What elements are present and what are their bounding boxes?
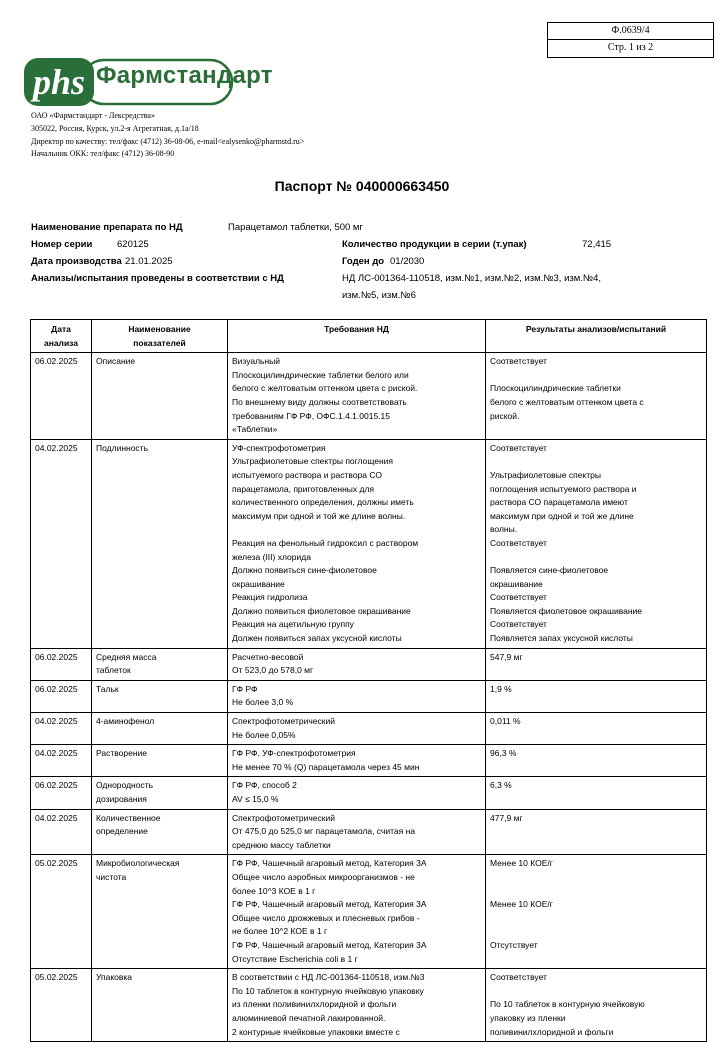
cell-requirements-line: Не менее 70 % (Q) парацетамола через 45 мин <box>232 761 420 772</box>
cell-date-text: 04.02.2025 <box>35 442 78 453</box>
cell-results-line: Появляется фиолетовое окрашивание <box>490 605 643 616</box>
cell-date <box>31 809 92 855</box>
cell-results-line: белого с желтоватым оттенком цвета с <box>490 396 644 407</box>
cell-date <box>31 969 92 1042</box>
table-row <box>31 777 707 809</box>
cell-results-line: 547,9 мг <box>490 651 523 662</box>
cell-requirements-line: По 10 таблеток в контурную ячейковую упаковку <box>232 985 424 996</box>
cell-results-line: 6,3 % <box>490 780 512 791</box>
quantity-value: 72,415 <box>582 239 612 250</box>
cell-requirements <box>228 439 486 648</box>
cell-requirements <box>228 745 486 777</box>
cell-indicator-line: Количественное <box>96 812 161 823</box>
cell-results-line <box>490 885 702 899</box>
cell-requirements-line: испытуемого раствора и раствора СО <box>232 469 382 480</box>
cell-date <box>31 745 92 777</box>
cell-date-text: 06.02.2025 <box>35 651 78 662</box>
cell-requirements-line: алюминиевой печатной лакированной. <box>232 1012 386 1023</box>
cell-results-line: 0,011 % <box>490 716 521 727</box>
cell-indicator <box>92 745 228 777</box>
cell-indicator-line: дозирования <box>96 794 147 804</box>
cell-date-text: 04.02.2025 <box>35 812 78 823</box>
cell-requirements-line: белого с желтоватым оттенком цвета с риской. <box>232 383 418 394</box>
cell-requirements <box>228 809 486 855</box>
cell-results-line: Соответствует <box>490 972 547 983</box>
cell-requirements-line: Плоскоцилиндрические таблетки белого или <box>232 369 409 380</box>
cell-results-line: поглощения испытуемого раствора и <box>490 483 637 494</box>
cell-indicator <box>92 648 228 680</box>
cell-requirements-line: железа (III) хлорида <box>232 551 311 562</box>
cell-requirements-line: не более 10^2 КОЕ в 1 г <box>232 926 328 937</box>
logo-name: Фармстандарт <box>96 62 273 89</box>
cell-requirements-line: Отсутствие Escherichia coli в 1 г <box>232 953 358 964</box>
cell-requirements-line: Визуальный <box>232 356 281 367</box>
cell-requirements-line: УФ-спектрофотометрия <box>232 442 326 453</box>
cell-indicator <box>92 353 228 440</box>
cell-requirements-line: Должно появиться сине-фиолетовое <box>232 565 377 576</box>
cell-date-text: 06.02.2025 <box>35 356 78 367</box>
cell-results-line <box>490 925 702 939</box>
cell-date <box>31 648 92 680</box>
cell-indicator <box>92 680 228 712</box>
cell-date <box>31 713 92 745</box>
cell-results-line: Соответствует <box>490 537 547 548</box>
cell-date-text: 05.02.2025 <box>35 858 78 869</box>
cell-date <box>31 680 92 712</box>
cell-requirements-line: окрашивание <box>232 578 285 589</box>
cell-requirements-line: Не более 0,05% <box>232 729 296 740</box>
cell-requirements-line: ГФ РФ, УФ-спектрофотометрия <box>232 748 356 759</box>
table-row <box>31 648 707 680</box>
cell-requirements-line: Реакция на ацетильную группу <box>232 619 354 630</box>
cell-indicator-line: определение <box>96 826 148 837</box>
cell-results-line <box>490 551 702 565</box>
page-title: Паспорт № 040000663450 <box>274 178 450 194</box>
nd-line-1: НД ЛС-001364-110518, изм.№1, изм.№2, изм.№3, изм.№4, <box>342 273 602 284</box>
cell-indicator-line: Тальк <box>96 683 119 694</box>
cell-indicator <box>92 777 228 809</box>
cell-indicator-line: таблеток <box>96 665 131 676</box>
cell-date-text: 06.02.2025 <box>35 683 78 694</box>
cell-results <box>486 439 707 648</box>
cell-date-text: 04.02.2025 <box>35 716 78 727</box>
cell-requirements-line: среднюю массу таблетки <box>232 839 331 850</box>
cell-requirements-line: 2 контурные ячейковые упаковки вместе с <box>232 1026 400 1037</box>
cell-requirements-line: Не более 3,0 % <box>232 697 294 708</box>
cell-results-line: Отсутствует <box>490 939 538 950</box>
drug-label: Наименование препарата по НД <box>31 222 183 233</box>
tests-label: Анализы/испытания проведены в соответствии с НД <box>31 273 284 284</box>
cell-results-line: Плоскоцилиндрические таблетки <box>490 383 621 394</box>
production-date-label: Дата производства <box>31 256 122 267</box>
series-label: Номер серии <box>31 239 93 250</box>
cell-results-line: Соответствует <box>490 592 547 603</box>
cell-results-line <box>490 985 702 999</box>
cell-results-line: Менее 10 КОЕ/г <box>490 858 553 869</box>
cell-requirements-line: Должен появиться запах уксусной кислоты <box>232 633 402 644</box>
header-requirements: Требования НД <box>228 320 486 353</box>
cell-date <box>31 855 92 969</box>
cell-requirements-line: Ультрафиолетовые спектры поглощения <box>232 456 394 467</box>
cell-requirements-line: ГФ РФ, Чашечный агаровый метод, Категория 3А <box>232 899 427 910</box>
cell-results-line: риской. <box>490 410 520 421</box>
cell-requirements-line: более 10^3 КОЕ в 1 г <box>232 885 316 896</box>
header-date: Дата анализа <box>31 320 92 353</box>
cell-results <box>486 969 707 1042</box>
cell-results <box>486 353 707 440</box>
form-code: Ф.0639/4 <box>548 23 713 40</box>
cell-results-line: Соответствует <box>490 356 547 367</box>
cell-requirements-line: Расчетно-весовой <box>232 651 304 662</box>
cell-requirements-line: ГФ РФ, способ 2 <box>232 780 297 791</box>
cell-requirements <box>228 969 486 1042</box>
cell-indicator-line: Микробиологическая <box>96 858 180 869</box>
cell-results <box>486 713 707 745</box>
cell-date-text: 06.02.2025 <box>35 780 78 791</box>
cell-requirements-line: ГФ РФ, Чашечный агаровый метод, Категория 3А <box>232 939 427 950</box>
cell-requirements-line: Реакция на фенольный гидроксил с раствором <box>232 537 419 548</box>
cell-date-text: 05.02.2025 <box>35 972 78 983</box>
cell-requirements-line: Спектрофотометрический <box>232 716 335 727</box>
cell-results-line: Соответствует <box>490 442 547 453</box>
cell-results-line <box>490 369 702 383</box>
cell-results-line: 96,3 % <box>490 748 517 759</box>
cell-results-line <box>490 912 702 926</box>
quantity-label: Количество продукции в серии (т.упак) <box>342 239 527 250</box>
cell-results <box>486 855 707 969</box>
company-line-1: ОАО «Фармстандарт - Лексредства» <box>31 111 155 120</box>
cell-requirements-line: парацетамола, приготовленных для <box>232 483 375 494</box>
cell-indicator-line: Описание <box>96 356 136 367</box>
cell-indicator-line: Однородность <box>96 780 154 791</box>
cell-indicator <box>92 809 228 855</box>
cell-requirements-line: максимум при одной и той же длине волны. <box>232 510 406 521</box>
results-table <box>30 319 707 1042</box>
cell-results <box>486 809 707 855</box>
cell-results-line: Появляется сине-фиолетовое <box>490 565 609 576</box>
cell-results-line: максимум при одной и той же длине <box>490 510 634 521</box>
cell-indicator-line: Средняя масса <box>96 651 157 662</box>
cell-results-line: раствора СО парацетамола имеют <box>490 497 628 508</box>
cell-requirements <box>228 648 486 680</box>
cell-results-line: 477,9 мг <box>490 812 523 823</box>
cell-results-line: Менее 10 КОЕ/г <box>490 899 553 910</box>
cell-requirements-line: требованиям ГФ РФ, ОФС.1.4.1.0015.15 <box>232 410 390 421</box>
cell-results-line: Ультрафиолетовые спектры <box>490 469 601 480</box>
page-number: Стр. 1 из 2 <box>607 42 654 53</box>
cell-indicator-line: Подлинность <box>96 442 149 453</box>
cell-requirements-line: От 475,0 до 525,0 мг парацетамола, считая на <box>232 826 416 837</box>
cell-results <box>486 745 707 777</box>
table-row <box>31 969 707 1042</box>
header-results: Результаты анализов/испытаний <box>486 320 707 353</box>
cell-requirements-line <box>232 523 481 537</box>
company-line-3: Директор по качеству: тел/факс (4712) 36-08-06, e-mail<ealysenko@pharmstd.ru> <box>31 137 305 146</box>
cell-indicator-line: чистота <box>96 871 127 882</box>
cell-results-line: Появляется запах уксусной кислоты <box>490 633 633 644</box>
cell-indicator-line: Растворение <box>96 748 148 759</box>
cell-results <box>486 777 707 809</box>
table-row <box>31 353 707 440</box>
company-line-2: 305022, Россия, Курск, ул.2-я Агрегатная, д.1а/18 <box>31 124 199 133</box>
header-indicator: Наименование показателей <box>92 320 228 353</box>
cell-results <box>486 648 707 680</box>
cell-date <box>31 353 92 440</box>
expiry-value: 01/2030 <box>390 256 425 267</box>
table-row <box>31 809 707 855</box>
cell-requirements-line: ГФ РФ <box>232 683 258 694</box>
cell-date <box>31 439 92 648</box>
cell-results-line: упаковку из пленки <box>490 1012 566 1023</box>
cell-requirements-line: ГФ РФ, Чашечный агаровый метод, Категория 3А <box>232 858 427 869</box>
expiry-label: Годен до <box>342 256 385 267</box>
table-header-row <box>31 320 707 353</box>
cell-results-line: окрашивание <box>490 578 543 589</box>
cell-requirements-line: «Таблетки» <box>232 424 278 435</box>
cell-indicator <box>92 969 228 1042</box>
cell-indicator-line: Упаковка <box>96 972 133 983</box>
cell-indicator-line: 4-аминофенол <box>96 716 155 727</box>
cell-results <box>486 680 707 712</box>
cell-requirements-line: Общее число дрожжевых и плесневых грибов - <box>232 912 420 923</box>
cell-results-line: поливинилхлоридной и фольги <box>490 1026 614 1037</box>
table-row <box>31 439 707 648</box>
cell-results-line <box>490 871 702 885</box>
cell-requirements <box>228 777 486 809</box>
cell-requirements <box>228 855 486 969</box>
company-line-4: Начальник ОКК: тел/факс (4712) 36-08-90 <box>31 149 175 158</box>
drug-value: Парацетамол таблетки, 500 мг <box>228 222 363 233</box>
cell-results-line: По 10 таблеток в контурную ячейковую <box>490 999 645 1010</box>
logo-mark: phs <box>32 62 86 102</box>
cell-indicator <box>92 713 228 745</box>
cell-requirements <box>228 680 486 712</box>
cell-requirements-line: По внешнему виду должны соответствовать <box>232 396 407 407</box>
table-row <box>31 713 707 745</box>
table-row <box>31 680 707 712</box>
cell-date <box>31 777 92 809</box>
cell-requirements-line: количественного определения, должны иметь <box>232 497 414 508</box>
cell-results-line: волны. <box>490 524 518 535</box>
cell-date-text: 04.02.2025 <box>35 748 78 759</box>
cell-results-line: Соответствует <box>490 619 547 630</box>
cell-indicator <box>92 855 228 969</box>
nd-line-2: изм.№5, изм.№6 <box>342 290 416 301</box>
cell-requirements-line: Спектрофотометрический <box>232 812 335 823</box>
production-date-value: 21.01.2025 <box>125 256 173 267</box>
cell-indicator <box>92 439 228 648</box>
cell-requirements-line: Реакция гидролиза <box>232 592 308 603</box>
table-row <box>31 745 707 777</box>
cell-requirements-line: Должно появиться фиолетовое окрашивание <box>232 605 411 616</box>
series-value: 620125 <box>117 239 149 250</box>
cell-requirements-line: AV ≤ 15,0 % <box>232 794 279 804</box>
cell-requirements-line: От 523,0 до 578,0 мг <box>232 665 314 676</box>
cell-results-line <box>490 455 702 469</box>
form-info-box <box>547 22 714 58</box>
table-row <box>31 855 707 969</box>
cell-requirements <box>228 713 486 745</box>
cell-requirements-line: Общее число аэробных микроорганизмов - не <box>232 871 415 882</box>
cell-requirements <box>228 353 486 440</box>
cell-results-line: 1,9 % <box>490 683 512 694</box>
cell-requirements-line: из пленки поливинилхлоридной и фольги <box>232 999 397 1010</box>
cell-requirements-line: В соответствии с НД ЛС-001364-110518, изм.№3 <box>232 972 425 983</box>
